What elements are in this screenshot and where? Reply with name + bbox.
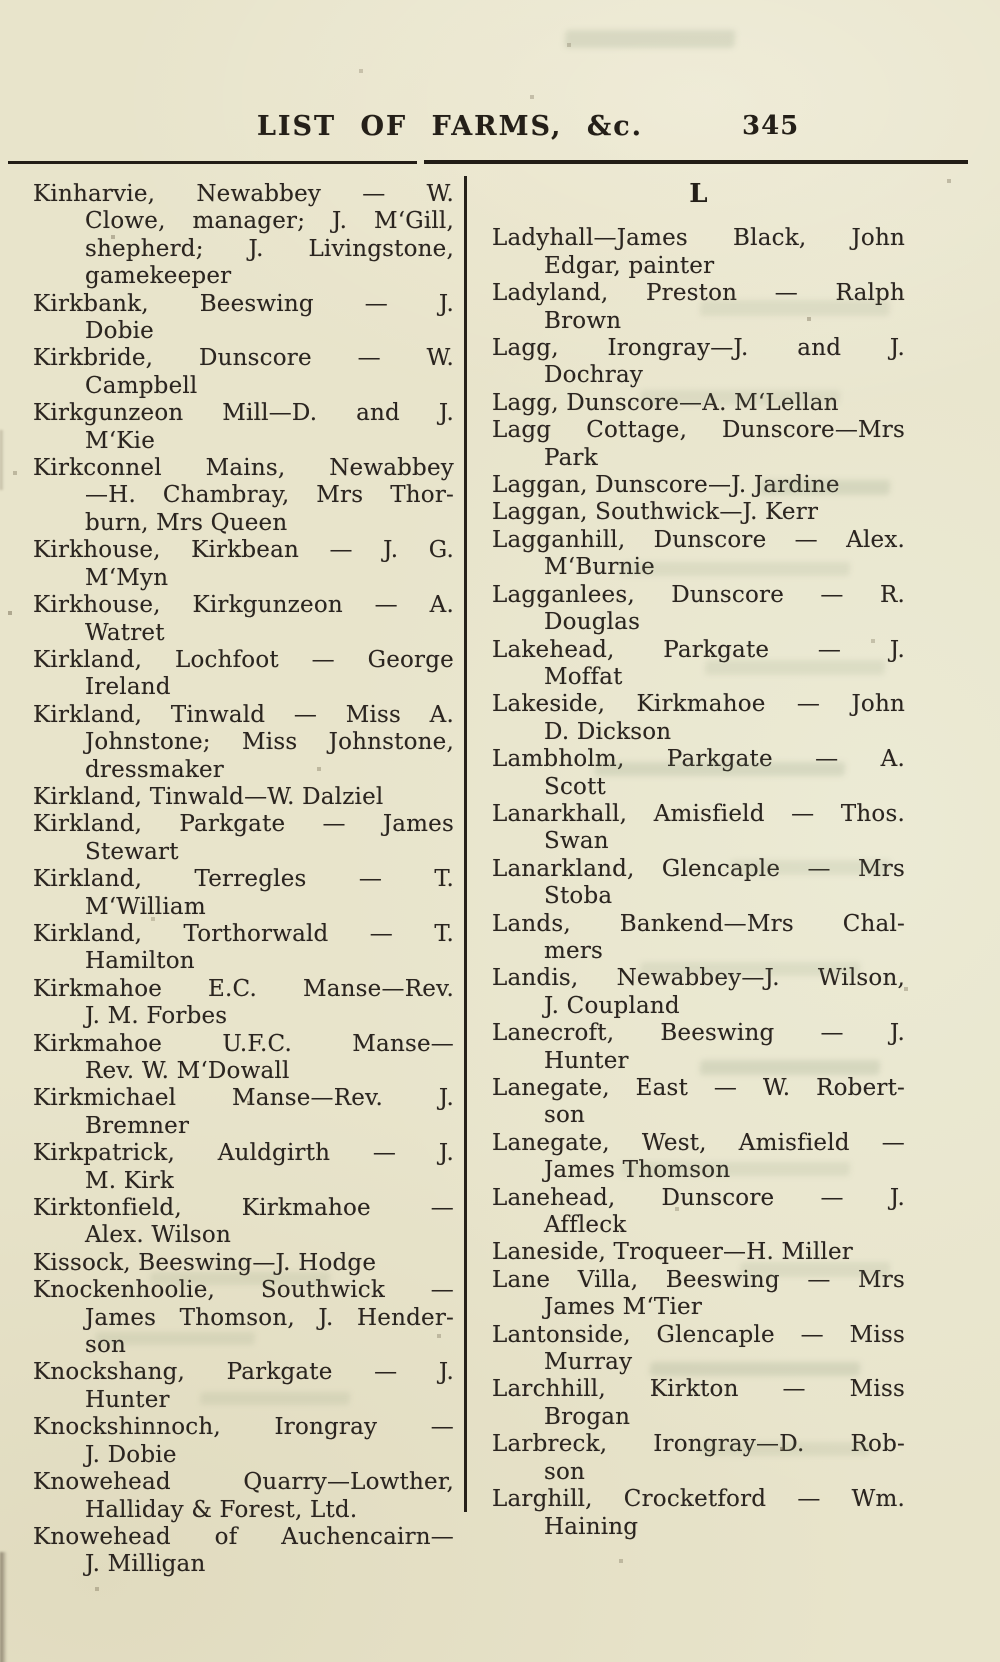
entry-line: M‘Kie	[85, 427, 156, 454]
header-rule	[424, 160, 968, 164]
entry-line: Stoba	[544, 883, 613, 910]
entry-line: M‘Burnie	[544, 554, 655, 581]
entry-line: Lanarkland, Glencaple — Mrs	[492, 855, 905, 882]
entry-line: M. Kirk	[85, 1167, 175, 1194]
entry-line: J. Milligan	[85, 1551, 206, 1578]
entry-line: Kirkmichael Manse—Rev. J.	[33, 1085, 454, 1112]
entry-line: J. Dobie	[85, 1441, 177, 1468]
scan-edge-shadow	[0, 430, 4, 490]
entry-line: Kirkmahoe E.C. Manse—Rev.	[33, 975, 454, 1002]
entry-line: Lagganhill, Dunscore — Alex.	[492, 526, 905, 553]
entry-line: Dochray	[544, 362, 644, 389]
entry-line: Bremner	[85, 1112, 190, 1139]
section-letter: L	[689, 179, 708, 209]
entry-line: Halliday & Forest, Ltd.	[85, 1496, 358, 1523]
entry-line: Laneside, Troqueer—H. Miller	[492, 1239, 853, 1266]
entry-line: Lagg, Dunscore—A. M‘Lellan	[492, 389, 839, 416]
entry-line: Kirkpatrick, Auldgirth — J.	[33, 1140, 454, 1167]
entry-line: Laggan, Southwick—J. Kerr	[492, 499, 819, 526]
entry-line: Brown	[544, 307, 622, 334]
entry-line: Lanegate, West, Amisfield —	[492, 1129, 905, 1156]
entry-line: Kirkland, Tinwald — Miss A.	[33, 701, 454, 728]
entry-line: Edgar, painter	[544, 252, 715, 279]
entry-line: Lagg, Irongray—J. and J.	[492, 335, 905, 362]
entry-line: Ireland	[85, 674, 171, 701]
entry-line: Alex. Wilson	[85, 1222, 231, 1249]
entry-line: Kirkbank, Beeswing — J.	[33, 290, 454, 317]
entry-line: son	[85, 1332, 127, 1359]
entry-line: Lanecroft, Beeswing — J.	[492, 1020, 905, 1047]
left-column-entries	[33, 181, 454, 1579]
entry-line: Dobie	[85, 318, 154, 345]
page-title: LIST OF FARMS, &c.	[256, 111, 644, 142]
entry-line: Knowehead of Auchencairn—	[33, 1523, 454, 1550]
entry-line: Kirkland, Torthorwald — T.	[33, 920, 454, 947]
scan-edge-shadow	[0, 1552, 7, 1662]
entry-line: —H. Chambray, Mrs Thor-	[85, 482, 454, 509]
entry-line: Clowe, manager; J. M‘Gill,	[85, 208, 454, 235]
entry-line: Kirktonfield, Kirkmahoe —	[33, 1195, 454, 1222]
entry-line: Knockshang, Parkgate — J.	[33, 1359, 454, 1386]
entry-line: gamekeeper	[85, 263, 232, 290]
entry-line: burn, Mrs Queen	[85, 509, 288, 536]
entry-line: Lantonside, Glencaple — Miss	[492, 1321, 905, 1348]
entry-line: Campbell	[85, 372, 198, 399]
entry-line: Douglas	[544, 609, 641, 636]
entry-line: Lanehead, Dunscore — J.	[492, 1184, 905, 1211]
entry-line: Landis, Newabbey—J. Wilson,	[492, 965, 905, 992]
entry-line: Murray	[544, 1349, 633, 1376]
entry-line: Knockshinnoch, Irongray —	[33, 1414, 454, 1441]
entry-line: Larchhill, Kirkton — Miss	[492, 1376, 905, 1403]
entry-line: Kirkland, Tinwald—W. Dalziel	[33, 783, 384, 810]
entry-line: Kirkbride, Dunscore — W.	[33, 345, 454, 372]
right-column	[492, 181, 905, 1541]
entry-line: Lagg Cottage, Dunscore—Mrs	[492, 417, 905, 444]
entry-line: M‘Myn	[85, 564, 169, 591]
entry-line: M‘William	[85, 893, 206, 920]
entry-line: Kinharvie, Newabbey — W.	[33, 181, 454, 207]
entry-line: son	[544, 1458, 586, 1485]
entry-line: Park	[544, 444, 598, 471]
entry-line: Larghill, Crocketford — Wm.	[492, 1486, 905, 1513]
entry-line: Kirkland, Parkgate — James	[33, 811, 454, 838]
entry-line: Lands, Bankend—Mrs Chal-	[492, 910, 905, 937]
entry-line: Lanegate, East — W. Robert-	[492, 1075, 905, 1101]
entry-line: Kirkmahoe U.F.C. Manse—	[33, 1030, 454, 1057]
bleedthrough-mark	[564, 30, 735, 48]
entry-line: Hunter	[85, 1386, 170, 1413]
entry-line: Brogan	[544, 1403, 631, 1430]
entry-line: Hunter	[544, 1047, 629, 1074]
entry-line: Watret	[85, 619, 165, 646]
entry-line: Ladyhall—James Black, John	[492, 225, 905, 252]
paper-speckles	[0, 0, 2, 2]
entry-line: Hamilton	[85, 948, 195, 975]
entry-line: James M‘Tier	[544, 1294, 703, 1321]
entry-line: Rev. W. M‘Dowall	[85, 1058, 290, 1084]
entry-line: J. M. Forbes	[85, 1003, 228, 1030]
entry-line: mers	[544, 937, 604, 964]
entry-line: Kirkland, Lochfoot — George	[33, 646, 454, 673]
left-column	[33, 181, 454, 1579]
column-divider	[464, 176, 467, 1512]
entry-line: Lanarkhall, Amisfield — Thos.	[492, 800, 905, 827]
entry-line: Kirkland, Terregles — T.	[33, 866, 454, 893]
entry-line: Lane Villa, Beeswing — Mrs	[492, 1266, 905, 1293]
entry-line: James Thomson	[544, 1157, 731, 1184]
entry-line: Laggan, Dunscore—J. Jardine	[492, 472, 840, 499]
entry-line: Swan	[544, 828, 609, 855]
entry-line: D. Dickson	[544, 718, 672, 745]
entry-line: Scott	[544, 773, 606, 800]
entry-line: Lakeside, Kirkmahoe — John	[492, 691, 905, 718]
entry-line: J. Coupland	[544, 992, 680, 1019]
entry-line: Kirkhouse, Kirkgunzeon — A.	[33, 592, 454, 619]
right-column-entries	[492, 225, 905, 1541]
entry-line: Lambholm, Parkgate — A.	[492, 746, 905, 773]
entry-line: Lagganlees, Dunscore — R.	[492, 581, 905, 608]
entry-line: Moffat	[544, 663, 623, 690]
entry-line: son	[544, 1102, 586, 1129]
entry-line: Larbreck, Irongray—D. Rob-	[492, 1431, 905, 1458]
entry-line: Lakehead, Parkgate — J.	[492, 636, 905, 663]
entry-line: Kirkgunzeon Mill—D. and J.	[33, 400, 454, 427]
entry-line: Stewart	[85, 838, 179, 865]
entry-line: Affleck	[544, 1212, 627, 1239]
entry-line: Johnstone; Miss Johnstone,	[85, 729, 454, 756]
entry-line: Knockenhoolie, Southwick —	[33, 1277, 454, 1304]
entry-line: Knowehead Quarry—Lowther,	[33, 1469, 454, 1496]
entry-line: James Thomson, J. Hender-	[85, 1304, 454, 1331]
header-rule	[8, 161, 417, 164]
entry-line: Kirkconnel Mains, Newabbey	[33, 455, 454, 482]
entry-line: shepherd; J. Livingstone,	[85, 235, 454, 262]
entry-line: Kissock, Beeswing—J. Hodge	[33, 1249, 377, 1276]
entry-line: Kirkhouse, Kirkbean — J. G.	[33, 537, 454, 564]
entry-line: Ladyland, Preston — Ralph	[492, 280, 905, 307]
entry-line: Haining	[544, 1513, 639, 1540]
page-number: 345	[742, 111, 800, 141]
entry-line: dressmaker	[85, 756, 225, 783]
